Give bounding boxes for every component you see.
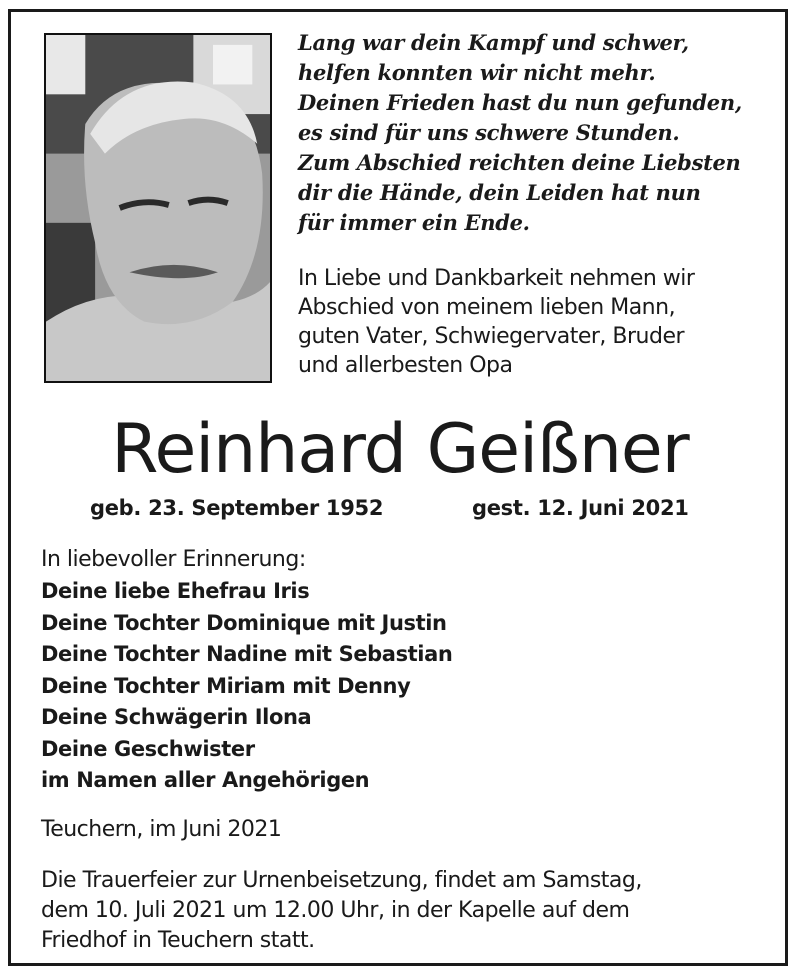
poem-line: Lang war dein Kampf und schwer,	[298, 30, 689, 55]
poem-line: für immer ein Ende.	[298, 210, 530, 235]
family-member: Deine Tochter Dominique mit Justin	[41, 610, 447, 635]
intro-line: guten Vater, Schwiegervater, Bruder	[298, 324, 685, 349]
poem-line: dir die Hände, dein Leiden hat nun	[298, 180, 701, 205]
intro-line: In Liebe und Dankbarkeit nehmen wir	[298, 266, 695, 291]
birth-date: geb. 23. September 1952	[90, 496, 384, 520]
family-member: Deine Geschwister	[41, 736, 255, 761]
portrait-photo	[44, 33, 272, 383]
family-list	[41, 576, 452, 797]
service-info	[41, 866, 642, 956]
family-member: Deine liebe Ehefrau Iris	[41, 579, 310, 603]
service-line: dem 10. Juli 2021 um 12.00 Uhr, in der Kapelle auf dem	[41, 898, 630, 923]
poem-line: Zum Abschied reichten deine Liebsten	[298, 150, 741, 175]
poem-line: Deinen Frieden hast du nun gefunden,	[298, 90, 742, 115]
intro-line: und allerbesten Opa	[298, 353, 513, 378]
deceased-name: Reinhard Geißner	[111, 410, 689, 489]
family-member: Deine Schwägerin Ilona	[41, 705, 312, 729]
poem-line: es sind für uns schwere Stunden.	[298, 120, 680, 145]
death-date: gest. 12. Juni 2021	[472, 496, 689, 520]
farewell-intro	[298, 264, 694, 380]
family-member: im Namen aller Angehörigen	[41, 768, 370, 792]
poem	[298, 28, 742, 238]
memory-heading-text: In liebevoller Erinnerung:	[41, 547, 306, 572]
intro-line: Abschied von meinem lieben Mann,	[298, 295, 676, 320]
family-member: Deine Tochter Miriam mit Denny	[41, 673, 411, 698]
memory-heading	[41, 544, 306, 575]
place-date: Teuchern, im Juni 2021	[41, 817, 282, 842]
service-line: Die Trauerfeier zur Urnenbeisetzung, findet am Samstag,	[41, 868, 642, 893]
family-member: Deine Tochter Nadine mit Sebastian	[41, 642, 453, 666]
service-line: Friedhof in Teuchern statt.	[41, 928, 315, 953]
poem-line: helfen konnten wir nicht mehr.	[298, 60, 656, 85]
